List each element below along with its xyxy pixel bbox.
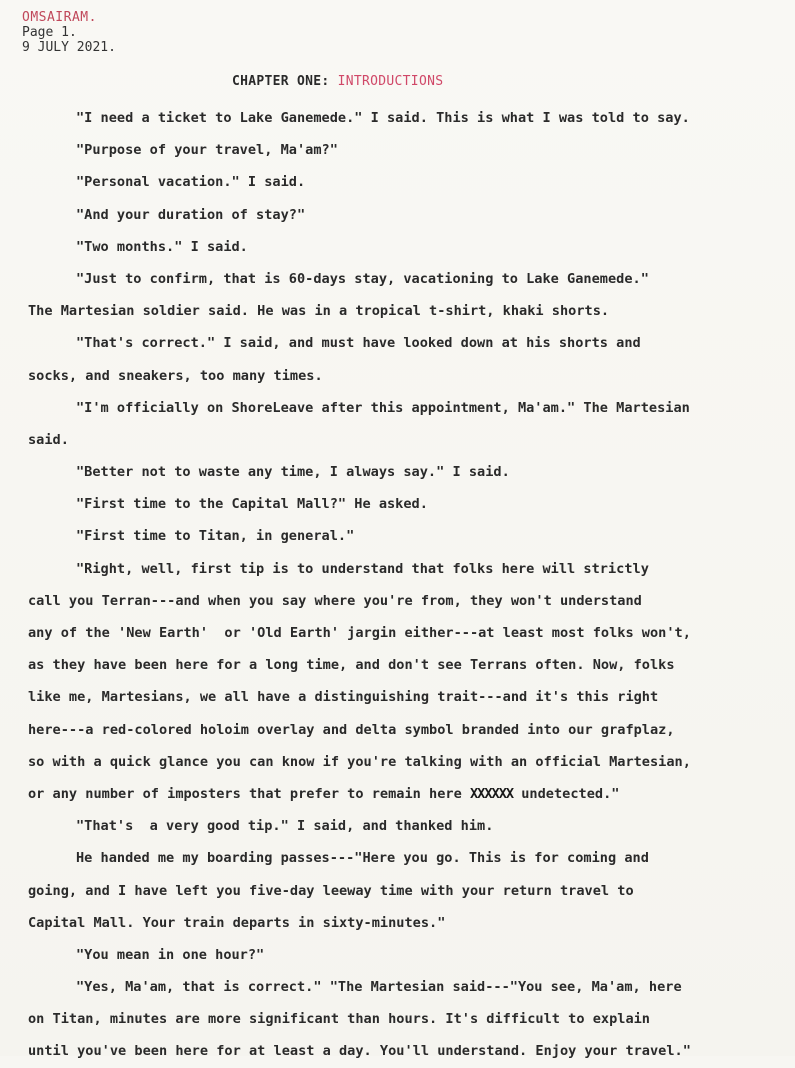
text-line: said. <box>28 431 69 448</box>
text-line: Capital Mall. Your train departs in sixty-minutes." <box>28 914 446 931</box>
text-line: "You mean in one hour?" <box>76 946 265 963</box>
text-line: "Personal vacation." I said. <box>76 174 306 191</box>
text-line: "I need a ticket to Lake Ganemede." I said. This is what I was told to say. <box>76 110 690 126</box>
page-header <box>22 10 116 55</box>
text-line: going, and I have left you five-day leeway time with your return travel to <box>28 882 634 899</box>
text-line: "First time to Titan, in general." <box>76 528 355 545</box>
header-line-omsairam: OMSAIRAM. <box>22 10 97 25</box>
text-line: any of the 'New Earth' or 'Old Earth' jargin either---at least most folks won't, <box>28 625 691 641</box>
text-line: so with a quick glance you can know if you're talking with an official Martesian, <box>28 753 691 770</box>
story-body <box>28 102 788 1068</box>
text-line-end: undetected." <box>513 785 620 802</box>
text-line: "Two months." I said. <box>76 238 248 255</box>
text-line: as they have been here for a long time, and don't see Terrans often. Now, folks <box>28 657 675 674</box>
text-line: on Titan, minutes are more significant than hours. It's difficult to explain <box>28 1011 650 1028</box>
text-line: call you Terran---and when you say where you're from, they won't understand <box>28 592 642 609</box>
text-line: "Just to confirm, that is 60-days stay, vacationing to Lake Ganemede." <box>76 270 649 287</box>
chapter-heading <box>232 74 443 89</box>
text-line-with-strikeout <box>28 778 788 810</box>
text-line: "That's a very good tip." I said, and thanked him. <box>76 818 494 835</box>
text-line: "Right, well, first tip is to understand that folks here will strictly <box>76 560 649 577</box>
text-line-start: or any number of imposters that prefer to remain here <box>28 785 462 802</box>
text-line: "Yes, Ma'am, that is correct." "The Martesian said---"You see, Ma'am, here <box>76 979 682 996</box>
text-line: "And your duration of stay?" <box>76 206 306 223</box>
chapter-label: CHAPTER ONE: <box>232 74 330 89</box>
strikeout-mark: XXXXXX <box>469 785 514 802</box>
text-line: here---a red-colored holoim overlay and delta symbol branded into our grafplaz, <box>28 721 675 738</box>
text-line: socks, and sneakers, too many times. <box>28 367 323 384</box>
text-line: The Martesian soldier said. He was in a tropical t-shirt, khaki shorts. <box>28 303 610 320</box>
header-page-number: Page 1. <box>22 25 77 40</box>
chapter-title: INTRODUCTIONS <box>337 74 444 89</box>
header-date: 9 JULY 2021. <box>22 40 116 55</box>
text-line: "That's correct." I said, and must have looked down at his shorts and <box>76 335 641 352</box>
text-line: until you've been here for at least a day. You'll understand. Enjoy your travel." <box>28 1043 691 1060</box>
text-line: "Purpose of your travel, Ma'am?" <box>76 142 338 159</box>
text-line: "Better not to waste any time, I always say." I said. <box>76 464 510 481</box>
text-line: "I'm officially on ShoreLeave after this appointment, Ma'am." The Martesian <box>76 399 690 416</box>
text-line: He handed me my boarding passes---"Here you go. This is for coming and <box>76 850 649 867</box>
text-line: like me, Martesians, we all have a distinguishing trait---and it's this right <box>28 689 659 706</box>
text-line: "First time to the Capital Mall?" He asked. <box>76 496 428 513</box>
